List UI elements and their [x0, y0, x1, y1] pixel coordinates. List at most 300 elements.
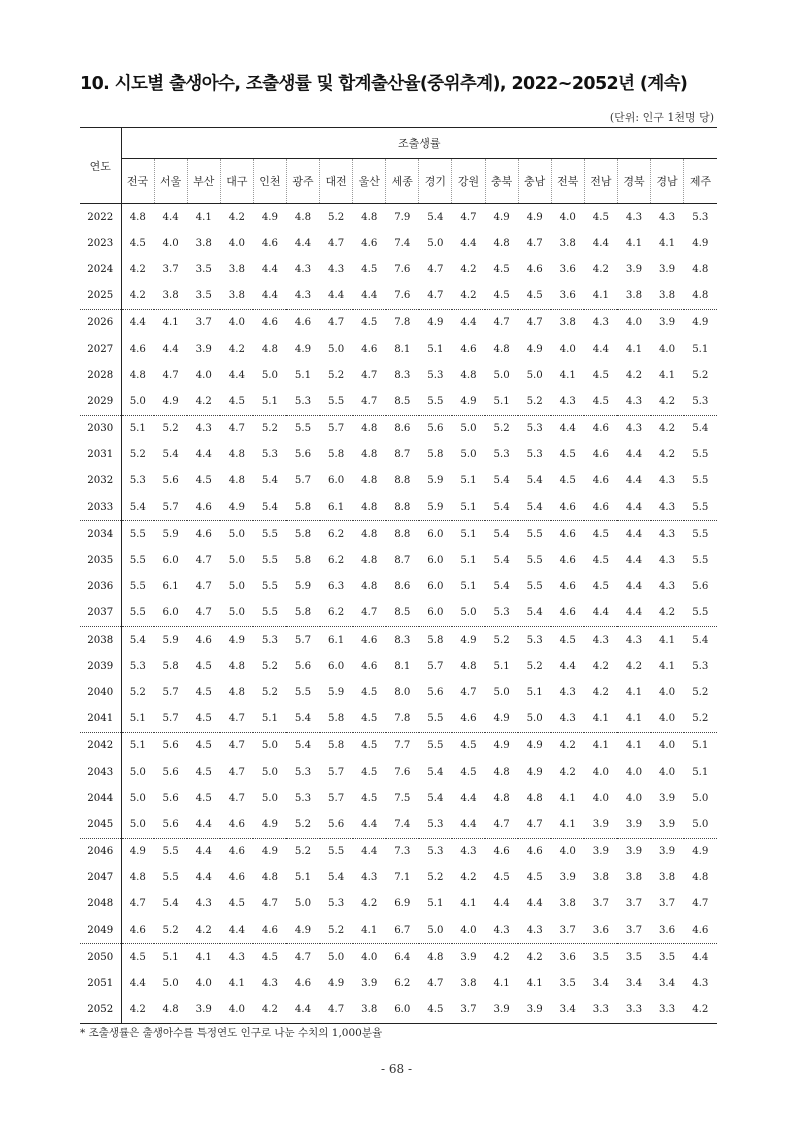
value-cell: 4.2: [460, 872, 477, 884]
value-cell: 4.7: [485, 309, 518, 336]
value-cell: 8.1: [394, 660, 411, 672]
value-cell: 4.7: [328, 237, 345, 249]
value-cell: 4.2: [651, 415, 684, 442]
region-header: 제주: [684, 159, 717, 204]
value-cell: 5.6: [162, 792, 179, 804]
table-row: [80, 468, 717, 494]
value-cell: 4.0: [617, 309, 650, 336]
value-cell: 5.8: [427, 449, 444, 461]
value-cell: 4.4: [294, 237, 312, 249]
value-cell: 5.0: [320, 944, 353, 971]
value-cell: 5.0: [129, 395, 146, 407]
value-cell: 4.3: [617, 415, 650, 442]
value-cell: 5.0: [294, 898, 312, 910]
value-cell: 5.4: [427, 211, 444, 223]
value-cell: 4.8: [154, 997, 187, 1024]
value-cell: 4.4: [592, 607, 609, 619]
year-cell: 2040: [80, 679, 121, 705]
value-cell: 3.9: [625, 818, 643, 830]
table-row: [80, 759, 717, 785]
value-cell: 5.1: [452, 521, 485, 548]
value-cell: 5.2: [129, 686, 146, 698]
value-cell: 5.4: [328, 872, 345, 884]
table-row: [80, 362, 717, 388]
value-cell: 5.0: [328, 343, 345, 355]
value-cell: 4.7: [493, 818, 510, 830]
value-cell: 4.2: [253, 997, 286, 1024]
year-cell: 2050: [80, 944, 121, 971]
value-cell: 4.2: [559, 766, 576, 778]
region-header: 대전: [320, 159, 353, 204]
value-cell: 4.8: [129, 211, 146, 223]
value-cell: 4.8: [419, 944, 452, 971]
value-cell: 5.2: [253, 415, 286, 442]
value-cell: 5.4: [493, 501, 510, 513]
value-cell: 4.3: [294, 263, 312, 275]
value-cell: 5.3: [518, 415, 551, 442]
value-cell: 5.5: [129, 581, 146, 593]
value-cell: 4.4: [625, 501, 643, 513]
value-cell: 4.7: [526, 237, 543, 249]
value-cell: 5.0: [129, 792, 146, 804]
value-cell: 3.8: [195, 237, 212, 249]
value-cell: 3.5: [651, 944, 684, 971]
value-cell: 4.2: [228, 211, 245, 223]
value-cell: 5.2: [328, 369, 345, 381]
value-cell: 6.0: [162, 607, 179, 619]
value-cell: 5.2: [129, 449, 146, 461]
table-row: [80, 230, 717, 256]
value-cell: 3.4: [551, 997, 584, 1024]
value-cell: 4.4: [617, 521, 650, 548]
table-row: [80, 970, 717, 996]
value-cell: 3.9: [617, 838, 650, 865]
region-header: 인천: [253, 159, 286, 204]
table-row: [80, 811, 717, 838]
value-cell: 4.5: [361, 713, 378, 725]
value-cell: 3.9: [658, 792, 676, 804]
value-cell: 4.3: [559, 686, 576, 698]
value-cell: 5.6: [692, 581, 709, 593]
value-cell: 4.5: [551, 627, 584, 654]
value-cell: 4.9: [294, 343, 312, 355]
region-header: 광주: [286, 159, 319, 204]
value-cell: 5.4: [493, 475, 510, 487]
value-cell: 4.4: [592, 343, 609, 355]
value-cell: 4.8: [460, 660, 477, 672]
value-cell: 4.3: [559, 713, 576, 725]
value-cell: 4.8: [361, 211, 378, 223]
value-cell: 5.8: [286, 521, 319, 548]
value-cell: 4.5: [353, 309, 386, 336]
table-row: [80, 785, 717, 811]
value-cell: 4.3: [692, 978, 709, 990]
value-cell: 4.8: [361, 501, 378, 513]
value-cell: 5.2: [485, 415, 518, 442]
region-header: 전남: [584, 159, 617, 204]
year-cell: 2052: [80, 997, 121, 1024]
value-cell: 5.7: [320, 415, 353, 442]
value-cell: 5.5: [286, 415, 319, 442]
value-cell: 3.8: [353, 997, 386, 1024]
year-cell: 2036: [80, 574, 121, 600]
value-cell: 4.2: [129, 290, 146, 302]
value-cell: 4.7: [228, 792, 245, 804]
value-cell: 4.6: [228, 872, 245, 884]
value-cell: 4.4: [121, 309, 154, 336]
value-cell: 5.2: [261, 660, 279, 672]
value-cell: 4.7: [518, 309, 551, 336]
value-cell: 4.8: [228, 475, 245, 487]
value-cell: 4.2: [195, 395, 212, 407]
value-cell: 4.9: [253, 838, 286, 865]
value-cell: 4.0: [220, 309, 253, 336]
value-cell: 4.6: [261, 237, 279, 249]
value-cell: 4.8: [692, 872, 709, 884]
value-cell: 4.2: [195, 924, 212, 936]
value-cell: 5.6: [162, 766, 179, 778]
value-cell: 4.8: [228, 660, 245, 672]
value-cell: 5.1: [154, 944, 187, 971]
value-cell: 4.7: [228, 713, 245, 725]
value-cell: 4.9: [526, 211, 543, 223]
value-cell: 4.5: [493, 290, 510, 302]
value-cell: 3.7: [625, 898, 643, 910]
year-cell: 2043: [80, 759, 121, 785]
value-cell: 4.5: [559, 475, 576, 487]
value-cell: 5.9: [154, 521, 187, 548]
value-cell: 4.8: [692, 263, 709, 275]
value-cell: 4.5: [592, 395, 609, 407]
value-cell: 4.8: [493, 792, 510, 804]
value-cell: 4.5: [419, 997, 452, 1024]
value-cell: 5.5: [427, 395, 444, 407]
value-cell: 3.5: [195, 290, 212, 302]
value-cell: 6.9: [394, 898, 411, 910]
value-cell: 4.4: [361, 818, 378, 830]
value-cell: 4.6: [129, 924, 146, 936]
value-cell: 5.1: [526, 686, 543, 698]
table-row: [80, 309, 717, 336]
value-cell: 3.3: [617, 997, 650, 1024]
value-cell: 4.7: [320, 997, 353, 1024]
value-cell: 4.8: [493, 343, 510, 355]
value-cell: 4.9: [261, 211, 279, 223]
value-cell: 5.0: [493, 369, 510, 381]
value-cell: 4.5: [584, 521, 617, 548]
table-row: [80, 944, 717, 971]
value-cell: 4.0: [162, 237, 179, 249]
value-cell: 4.5: [592, 211, 609, 223]
value-cell: 5.6: [154, 732, 187, 759]
region-header: 전국: [121, 159, 154, 204]
value-cell: 4.9: [121, 838, 154, 865]
value-cell: 4.4: [187, 838, 220, 865]
value-cell: 5.6: [162, 475, 179, 487]
crude-birth-rate-header: 조출생률: [121, 128, 717, 159]
value-cell: 4.6: [460, 343, 477, 355]
value-cell: 4.6: [187, 627, 220, 654]
value-cell: 5.5: [253, 521, 286, 548]
value-cell: 4.8: [228, 686, 245, 698]
value-cell: 5.5: [684, 521, 717, 548]
value-cell: 5.3: [129, 660, 146, 672]
value-cell: 7.9: [394, 211, 411, 223]
year-cell: 2031: [80, 442, 121, 468]
value-cell: 5.8: [294, 607, 312, 619]
value-cell: 4.2: [460, 263, 477, 275]
region-header: 부산: [187, 159, 220, 204]
value-cell: 5.4: [286, 732, 319, 759]
value-cell: 5.1: [121, 732, 154, 759]
value-cell: 4.4: [195, 818, 212, 830]
value-cell: 4.0: [592, 766, 609, 778]
value-cell: 3.8: [228, 290, 245, 302]
year-cell: 2027: [80, 336, 121, 362]
value-cell: 8.5: [394, 395, 411, 407]
value-cell: 4.6: [129, 343, 146, 355]
value-cell: 5.4: [427, 766, 444, 778]
value-cell: 4.4: [162, 343, 179, 355]
value-cell: 4.6: [361, 237, 378, 249]
table-row: [80, 706, 717, 733]
year-cell: 2049: [80, 917, 121, 944]
value-cell: 4.2: [592, 263, 609, 275]
value-cell: 5.0: [460, 607, 477, 619]
value-cell: 4.6: [559, 581, 576, 593]
table-row: [80, 653, 717, 679]
value-cell: 4.4: [559, 660, 576, 672]
value-cell: 4.1: [625, 237, 643, 249]
value-cell: 3.9: [625, 263, 643, 275]
value-cell: 4.8: [129, 872, 146, 884]
value-cell: 4.9: [294, 924, 312, 936]
value-cell: 5.5: [328, 395, 345, 407]
value-cell: 4.0: [658, 766, 676, 778]
footnote: * 조출생률은 출생아수를 특정연도 인구로 나눈 수치의 1,000분율: [80, 1027, 383, 1039]
value-cell: 3.6: [551, 944, 584, 971]
value-cell: 6.0: [419, 521, 452, 548]
value-cell: 3.9: [658, 263, 676, 275]
value-cell: 3.7: [559, 924, 576, 936]
value-cell: 3.8: [592, 872, 609, 884]
year-cell: 2035: [80, 547, 121, 573]
value-cell: 3.5: [195, 263, 212, 275]
value-cell: 5.2: [328, 211, 345, 223]
value-cell: 3.8: [460, 978, 477, 990]
value-cell: 5.0: [452, 415, 485, 442]
value-cell: 4.8: [526, 792, 543, 804]
value-cell: 4.2: [625, 660, 643, 672]
value-cell: 4.1: [559, 369, 576, 381]
value-cell: 6.1: [328, 501, 345, 513]
value-cell: 5.1: [129, 713, 146, 725]
value-cell: 5.1: [121, 415, 154, 442]
value-cell: 4.6: [361, 343, 378, 355]
value-cell: 4.3: [584, 627, 617, 654]
value-cell: 5.2: [485, 627, 518, 654]
table-row: [80, 865, 717, 891]
value-cell: 5.4: [526, 475, 543, 487]
value-cell: 4.1: [651, 627, 684, 654]
value-cell: 5.9: [328, 686, 345, 698]
value-cell: 4.8: [493, 766, 510, 778]
value-cell: 4.8: [361, 475, 378, 487]
value-cell: 7.5: [394, 792, 411, 804]
table-row: [80, 891, 717, 917]
value-cell: 4.7: [195, 607, 212, 619]
value-cell: 4.9: [261, 818, 279, 830]
value-cell: 4.1: [460, 898, 477, 910]
value-cell: 5.5: [121, 521, 154, 548]
year-cell: 2038: [80, 627, 121, 654]
value-cell: 5.7: [286, 627, 319, 654]
value-cell: 4.0: [195, 978, 212, 990]
value-cell: 4.6: [353, 627, 386, 654]
value-cell: 4.6: [261, 924, 279, 936]
value-cell: 3.8: [551, 309, 584, 336]
value-cell: 4.5: [361, 766, 378, 778]
region-header: 세종: [386, 159, 419, 204]
year-cell: 2044: [80, 785, 121, 811]
value-cell: 4.0: [559, 343, 576, 355]
value-cell: 5.9: [294, 581, 312, 593]
value-cell: 5.2: [692, 686, 709, 698]
value-cell: 4.1: [526, 978, 543, 990]
value-cell: 4.5: [452, 732, 485, 759]
value-cell: 4.4: [592, 237, 609, 249]
table-row: [80, 494, 717, 521]
region-header: 경남: [651, 159, 684, 204]
value-cell: 4.3: [559, 395, 576, 407]
value-cell: 3.6: [559, 263, 576, 275]
value-cell: 4.5: [460, 766, 477, 778]
value-cell: 4.1: [584, 732, 617, 759]
value-cell: 5.3: [129, 475, 146, 487]
value-cell: 5.3: [427, 369, 444, 381]
value-cell: 5.8: [320, 732, 353, 759]
value-cell: 4.6: [253, 309, 286, 336]
value-cell: 5.1: [294, 369, 312, 381]
value-cell: 3.9: [651, 838, 684, 865]
value-cell: 3.8: [228, 263, 245, 275]
page-title: 10. 시도별 출생아수, 조출생률 및 합계출산율(중위추계), 2022~2052년 (계속): [80, 74, 688, 94]
value-cell: 4.9: [493, 211, 510, 223]
value-cell: 4.6: [485, 838, 518, 865]
value-cell: 5.2: [261, 686, 279, 698]
value-cell: 4.2: [121, 997, 154, 1024]
region-header: 전북: [551, 159, 584, 204]
value-cell: 4.6: [187, 521, 220, 548]
value-cell: 4.4: [261, 263, 279, 275]
table-row: [80, 838, 717, 865]
value-cell: 4.7: [162, 369, 179, 381]
value-cell: 3.9: [658, 818, 676, 830]
value-cell: 5.4: [294, 713, 312, 725]
value-cell: 5.5: [154, 838, 187, 865]
value-cell: 5.7: [427, 660, 444, 672]
value-cell: 4.0: [658, 686, 676, 698]
value-cell: 4.2: [518, 944, 551, 971]
value-cell: 4.4: [625, 581, 643, 593]
value-cell: 4.5: [121, 944, 154, 971]
value-cell: 4.2: [485, 944, 518, 971]
year-cell: 2041: [80, 706, 121, 733]
region-header: 충북: [485, 159, 518, 204]
value-cell: 4.7: [195, 555, 212, 567]
value-cell: 5.3: [328, 898, 345, 910]
value-cell: 5.5: [692, 501, 709, 513]
value-cell: 4.4: [460, 792, 477, 804]
value-cell: 4.5: [187, 732, 220, 759]
region-header: 경기: [419, 159, 452, 204]
year-cell: 2042: [80, 732, 121, 759]
value-cell: 4.1: [658, 369, 676, 381]
value-cell: 5.5: [692, 555, 709, 567]
value-cell: 4.0: [195, 369, 212, 381]
value-cell: 4.9: [493, 713, 510, 725]
value-cell: 4.4: [684, 944, 717, 971]
value-cell: 4.1: [187, 944, 220, 971]
value-cell: 3.3: [584, 997, 617, 1024]
value-cell: 4.5: [559, 449, 576, 461]
value-cell: 4.5: [195, 686, 212, 698]
value-cell: 5.7: [162, 501, 179, 513]
value-cell: 3.9: [651, 309, 684, 336]
value-cell: 4.0: [460, 924, 477, 936]
value-cell: 4.4: [195, 872, 212, 884]
value-cell: 3.6: [592, 924, 609, 936]
value-cell: 4.2: [658, 449, 676, 461]
value-cell: 5.2: [286, 838, 319, 865]
value-cell: 4.9: [485, 732, 518, 759]
value-cell: 8.8: [394, 501, 411, 513]
value-cell: 4.3: [658, 555, 676, 567]
value-cell: 4.2: [129, 263, 146, 275]
value-cell: 4.7: [427, 290, 444, 302]
value-cell: 5.0: [129, 818, 146, 830]
value-cell: 5.5: [320, 838, 353, 865]
value-cell: 5.1: [460, 501, 477, 513]
value-cell: 5.0: [253, 732, 286, 759]
value-cell: 4.1: [493, 978, 510, 990]
table-row: [80, 415, 717, 442]
value-cell: 5.4: [129, 501, 146, 513]
value-cell: 5.3: [493, 607, 510, 619]
value-cell: 5.6: [294, 449, 312, 461]
value-cell: 5.6: [294, 660, 312, 672]
value-cell: 5.8: [328, 713, 345, 725]
value-cell: 4.3: [617, 627, 650, 654]
value-cell: 4.4: [452, 309, 485, 336]
value-cell: 8.0: [394, 686, 411, 698]
table-row: [80, 442, 717, 468]
value-cell: 4.5: [353, 732, 386, 759]
value-cell: 5.1: [261, 395, 279, 407]
value-cell: 4.5: [195, 792, 212, 804]
value-cell: 5.1: [692, 766, 709, 778]
value-cell: 3.8: [658, 872, 676, 884]
value-cell: 4.9: [526, 766, 543, 778]
value-cell: 5.4: [162, 898, 179, 910]
value-cell: 3.7: [658, 898, 676, 910]
value-cell: 4.1: [559, 818, 576, 830]
value-cell: 4.9: [452, 627, 485, 654]
value-cell: 4.3: [584, 309, 617, 336]
value-cell: 4.5: [493, 263, 510, 275]
value-cell: 5.7: [162, 686, 179, 698]
value-cell: 4.1: [625, 713, 643, 725]
